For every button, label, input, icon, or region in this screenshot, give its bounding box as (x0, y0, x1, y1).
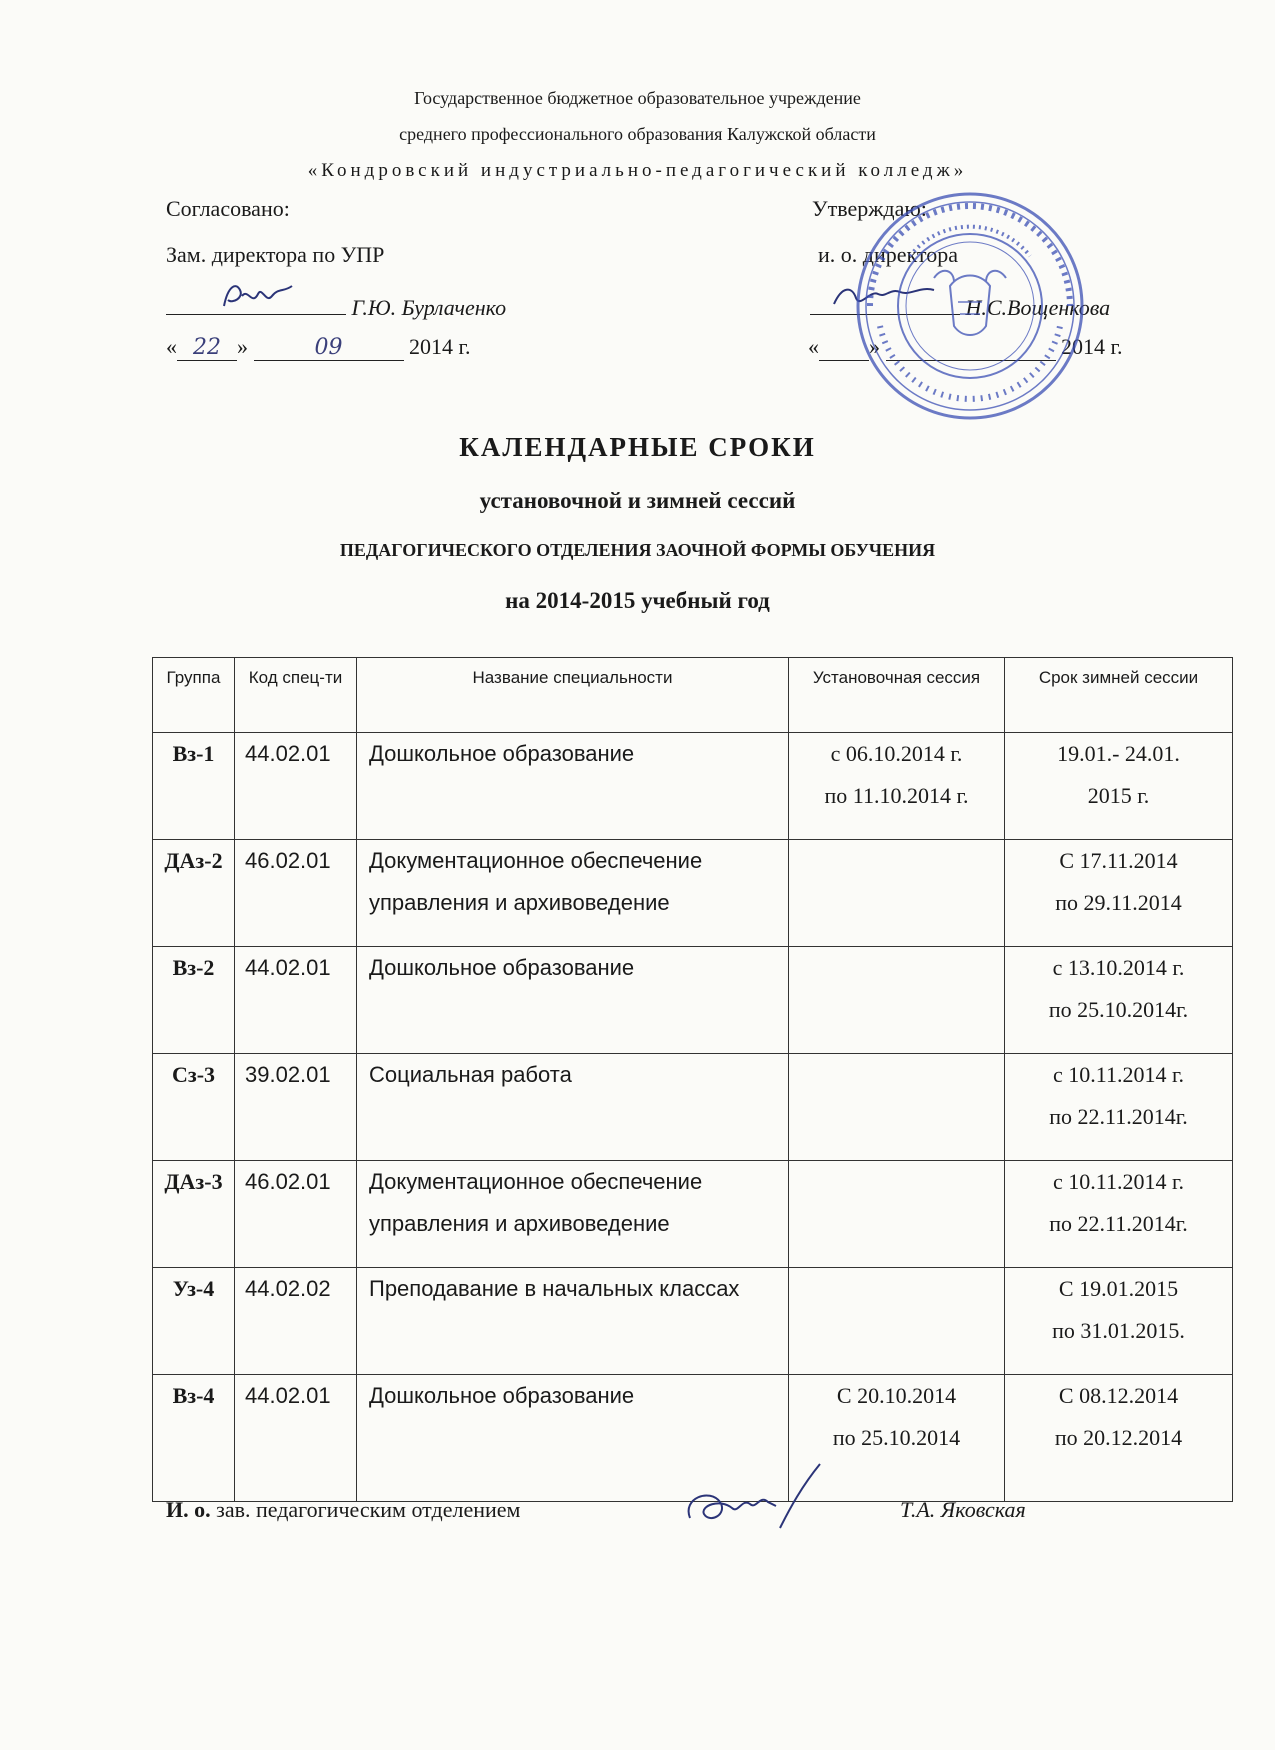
cell-winter (1005, 1054, 1233, 1161)
cell-name: Дошкольное образование (357, 1375, 789, 1502)
install-from: С 20.10.2014 (836, 1383, 957, 1408)
cell-group: ДАз-3 (153, 1161, 235, 1268)
footer-prefix: И. о. (166, 1497, 211, 1522)
winter-to: по 25.10.2014г. (1048, 997, 1189, 1022)
footer-signer: Т.А. Яковская (900, 1497, 1026, 1522)
winter-from: с 10.11.2014 г. (1053, 1169, 1184, 1194)
cell-install (789, 1268, 1005, 1375)
header-code: Код спец-ти (235, 658, 357, 733)
table-row (153, 1161, 1233, 1268)
approved-position: и. о. директора (818, 242, 958, 267)
winter-from: С 08.12.2014 (1058, 1383, 1179, 1408)
academic-year: на 2014-2015 учебный год (505, 588, 770, 613)
table-row (153, 733, 1233, 840)
cell-name: Документационное обеспечение управления и архивоведение (357, 1161, 789, 1268)
header-name: Название специальности (357, 658, 789, 733)
cell-name: Преподавание в начальных классах (357, 1268, 789, 1375)
header-group: Группа (153, 658, 235, 733)
official-seal-icon (850, 186, 1090, 426)
agreed-heading: Согласовано: (166, 196, 290, 221)
cell-group: ДАз-2 (153, 840, 235, 947)
winter-to: по 20.12.2014 (1054, 1425, 1183, 1450)
org-line-3: «Кондровский индустриально-педагогический колледж» (307, 160, 968, 181)
install-to: по 25.10.2014 (832, 1425, 961, 1450)
department-title: ПЕДАГОГИЧЕСКОГО ОТДЕЛЕНИЯ ЗАОЧНОЙ ФОРМЫ ОБУЧЕНИЯ (339, 540, 936, 560)
cell-name: Документационное обеспечение управления и архивоведение (357, 840, 789, 947)
cell-code: 44.02.01 (235, 733, 357, 840)
approval-agreed-block (166, 196, 586, 366)
winter-from: С 17.11.2014 (1059, 848, 1178, 873)
cell-winter (1005, 947, 1233, 1054)
cell-code: 44.02.02 (235, 1268, 357, 1375)
footer-position-line (166, 1497, 520, 1523)
cell-install (789, 840, 1005, 947)
cell-winter (1005, 1268, 1233, 1375)
document-subtitle: установочной и зимней сессий (479, 488, 796, 513)
agreed-signer: Г.Ю. Бурлаченко (351, 295, 507, 320)
header-winter-session: Срок зимней сессии (1005, 658, 1233, 733)
table-row (153, 947, 1233, 1054)
cell-group: Уз-4 (153, 1268, 235, 1375)
winter-from: с 10.11.2014 г. (1053, 1062, 1184, 1087)
approved-year: 2014 г. (1061, 334, 1123, 359)
document-title: КАЛЕНДАРНЫЕ СРОКИ (459, 432, 816, 462)
approved-heading: Утверждаю: (812, 196, 927, 221)
agreed-date-line: « 22 » 09 2014 г. (166, 334, 471, 360)
cell-group: Вз-4 (153, 1375, 235, 1502)
org-line-2: среднего профессионального образования Калужской области (399, 124, 876, 144)
handwritten-signature-icon (218, 278, 298, 312)
winter-from: С 19.01.2015 (1058, 1276, 1179, 1301)
winter-from: 19.01.- 24.01. (1057, 741, 1180, 766)
agreed-position: Зам. директора по УПР (166, 242, 385, 267)
cell-code: 44.02.01 (235, 1375, 357, 1502)
cell-group: Сз-3 (153, 1054, 235, 1161)
winter-to: по 22.11.2014г. (1049, 1211, 1188, 1236)
install-to: по 11.10.2014 г. (824, 783, 969, 808)
winter-from: с 13.10.2014 г. (1052, 955, 1185, 980)
winter-to: по 29.11.2014 (1055, 890, 1182, 915)
org-line-1: Государственное бюджетное образовательное учреждение (414, 88, 861, 108)
header-install-session: Установочная сессия (789, 658, 1005, 733)
winter-to: 2015 г. (1087, 783, 1150, 808)
cell-install (789, 947, 1005, 1054)
cell-install (789, 733, 1005, 840)
table-row (153, 840, 1233, 947)
table-row (153, 1268, 1233, 1375)
agreed-signature (166, 288, 346, 315)
table-header-row (153, 658, 1233, 733)
cell-code: 39.02.01 (235, 1054, 357, 1161)
winter-to: по 31.01.2015. (1052, 1318, 1185, 1343)
approved-signer: Н.С.Вощенкова (965, 295, 1111, 320)
cell-name: Дошкольное образование (357, 733, 789, 840)
agreed-day: 22 (177, 335, 237, 361)
cell-winter (1005, 1375, 1233, 1502)
cell-winter (1005, 733, 1233, 840)
cell-group: Вз-2 (153, 947, 235, 1054)
footer-position: зав. педагогическим отделением (216, 1497, 521, 1522)
cell-install (789, 1054, 1005, 1161)
cell-code: 46.02.01 (235, 1161, 357, 1268)
cell-code: 46.02.01 (235, 840, 357, 947)
cell-code: 44.02.01 (235, 947, 357, 1054)
handwritten-signature-icon (680, 1458, 830, 1548)
cell-name: Дошкольное образование (357, 947, 789, 1054)
cell-winter (1005, 1161, 1233, 1268)
winter-to: по 22.11.2014г. (1049, 1104, 1188, 1129)
cell-group: Вз-1 (153, 733, 235, 840)
install-from: с 06.10.2014 г. (830, 741, 963, 766)
approved-date-line: « » 2014 г. (808, 334, 1123, 359)
session-schedule-table (152, 657, 1233, 1502)
agreed-year: 2014 г. (409, 334, 471, 359)
cell-install (789, 1161, 1005, 1268)
table-row (153, 1054, 1233, 1161)
agreed-month: 09 (254, 335, 404, 361)
cell-name: Социальная работа (357, 1054, 789, 1161)
cell-winter (1005, 840, 1233, 947)
agreed-signature-line (166, 288, 506, 321)
